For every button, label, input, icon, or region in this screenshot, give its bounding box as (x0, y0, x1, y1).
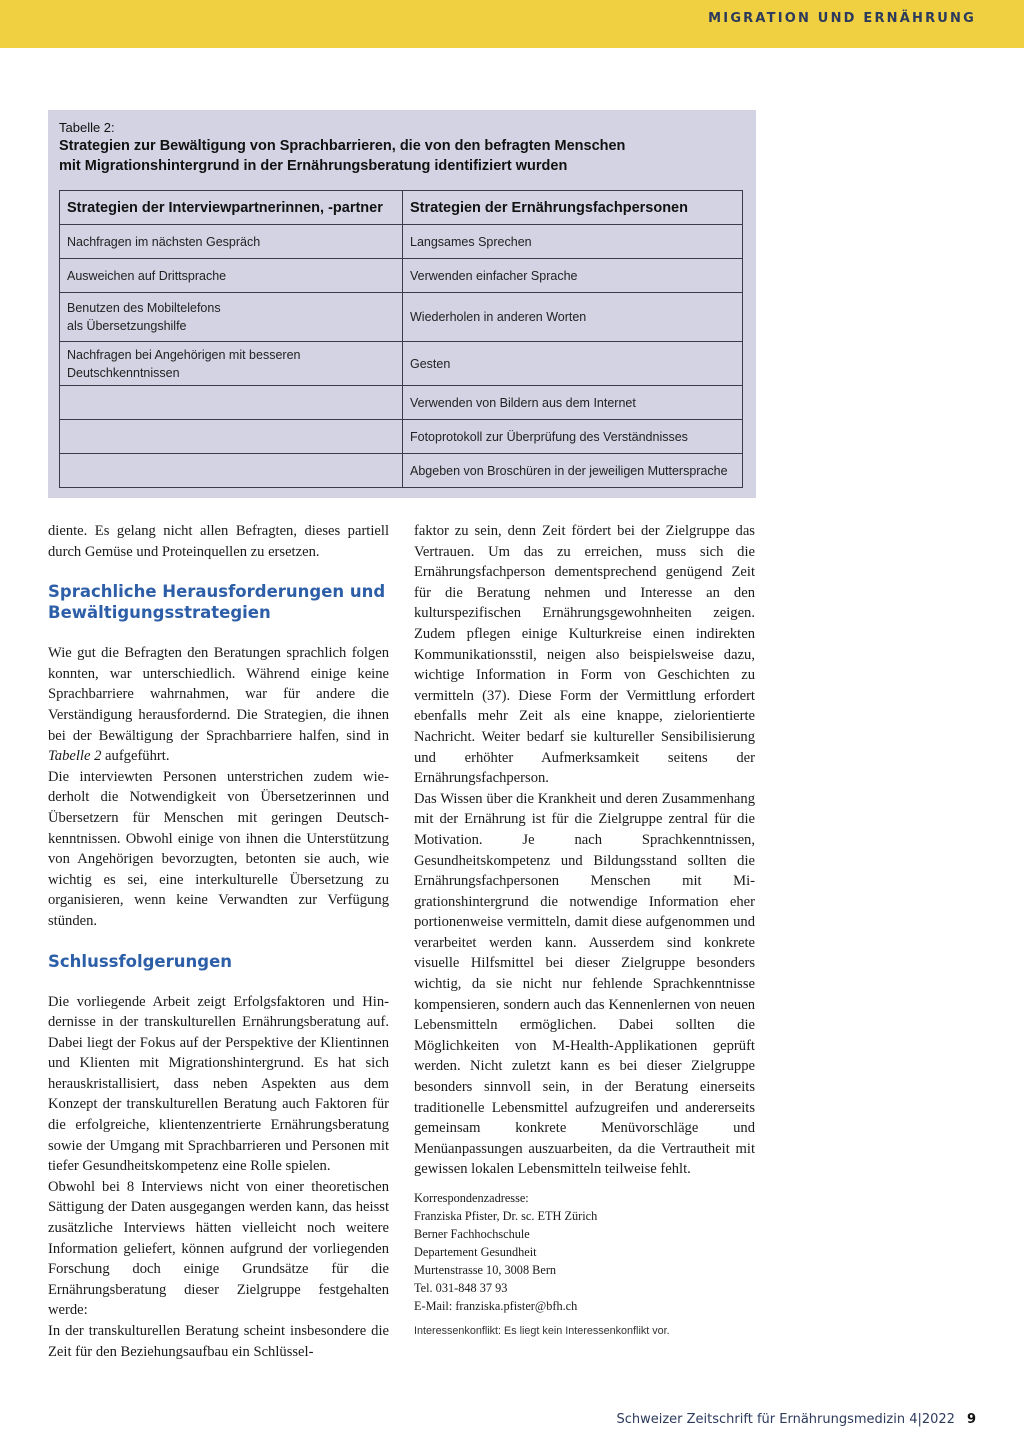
body-paragraph: faktor zu sein, denn Zeit fördert bei der Zielgruppe das Vertrauen. Um das zu erreichen, muss sich die Ernährungsfachperson dementsprechend genügend Zeit für die Beratung nehmen und Interesse an den kulturspezifischen Ernährungsgewohnheiten zeigen. Zudem pflegen einige Kulturkreise einen indirekten Kommunikationsstil, neigen also beispielsweise dazu, wichtige Information in Form von Geschichten zu vermitteln (37). Diese Form der Vermittlung erfordert ebenfalls mehr Zeit als eine knappe, zielorientierte Nachricht. Weiter bedarf sie kultureller Sensibilisierung und erhöhter Aufmerksamkeit seitens der Ernährungsfachperson. (414, 523, 755, 787)
table-cell-empty (60, 386, 403, 420)
body-paragraph: Wie gut die Befragten den Beratungen sprachlich folgen konnten, war unterschiedlich. Während einige keine Sprachbarriere wahrnahmen, war für andere die Verständigung herausfordernd. Die Strategien, die ihnen bei der Bewältigung der Sprachbarriere halfen, sind in Tabelle 2 aufgeführt. (48, 645, 389, 765)
table-row (60, 342, 743, 386)
contact-line: Tel. 031-848 37 93 (414, 1281, 508, 1295)
right-column (414, 521, 755, 1338)
table-row (60, 454, 743, 488)
table-row (60, 420, 743, 454)
table-header-row (60, 191, 743, 225)
table-cell-line: Nachfragen bei Angehörigen mit besseren (67, 347, 301, 362)
table-cell-line: Benutzen des Mobiltelefons (67, 301, 221, 315)
body-paragraph: Die vorliegende Arbeit zeigt Erfolgsfaktoren und Hindernisse in der transkulturellen Ernährungsberatung auf. Dabei liegt der Fokus auf der Perspektive der Klientinnen und Klienten mit Migrationshintergrund. Es hat sich herauskristallisiert, dass neben Aspekten aus dem Konzept der transkulturellen Beratung auch Faktoren für die erfolgreiche, klientenzentrierte Ernährungsberatung sowie der Umgang mit Sprachbarrieren und Personen mit tiefer Gesundheitskompetenz eine Rolle spielen. (48, 993, 389, 1175)
section-heading-language: Sprachliche Herausforderungen und Bewältigungsstrategien (48, 582, 386, 623)
table-cell: Gesten (403, 342, 743, 386)
column-header-professionals: Strategien der Ernährungsfachpersonen (403, 191, 743, 225)
contact-line: Franziska Pfister, Dr. sc. ETH Zürich (414, 1209, 598, 1223)
strategies-table (59, 190, 743, 488)
table-row (60, 225, 743, 259)
table-cell-empty (60, 420, 403, 454)
correspondence-address (414, 1189, 755, 1315)
table-cell: Wiederholen in anderen Worten (403, 293, 743, 342)
table-title-line-1: Strategien zur Bewältigung von Sprachbarrieren, die von den befragten Menschen (59, 138, 626, 154)
table-reference: Tabelle 2 (48, 748, 102, 765)
page-number: 9 (966, 1412, 976, 1427)
section-title: MIGRATION UND ERNÄHRUNG (708, 11, 976, 26)
conflict-of-interest: Interessenkonflikt: Es liegt kein Interessenkonflikt vor. (414, 1325, 670, 1337)
table-cell: Ausweichen auf Drittsprache (60, 259, 403, 293)
body-paragraph: diente. Es gelang nicht allen Befragten, dieses partiell durch Gemüse und Proteinquellen zu ersetzen. (48, 523, 389, 560)
table-row (60, 259, 743, 293)
table-cell-empty (60, 454, 403, 488)
contact-email: E-Mail: franziska.pfister@bfh.ch (414, 1299, 578, 1313)
journal-name: Schweizer Zeitschrift für Ernährungsmedizin 4|2022 (616, 1412, 955, 1427)
table-cell (60, 293, 403, 342)
section-header-band (0, 0, 1024, 48)
table-cell: Verwenden von Bildern aus dem Internet (403, 386, 743, 420)
table-cell: Abgeben von Broschüren in der jeweiligen Muttersprache (403, 454, 743, 488)
table-title-line-2: mit Migrationshintergrund in der Ernährungsberatung identifiziert wurden (59, 158, 568, 174)
section-heading-conclusions: Schlussfolgerungen (48, 951, 233, 971)
body-paragraph: Obwohl bei 8 Interviews nicht von einer theoretischen Sättigung der Daten ausgegangen werden kann, das heisst zusätzliche Interviews hätten vielleicht noch weitere Information geliefert, können aufgrund der vorliegenden Forschung doch einige Grundsätze für die Ernährungsberatung dieser Zielgruppe festgehalten werde: (48, 1178, 389, 1319)
body-paragraph: Die interviewten Personen unterstrichen zudem wiederholt die Notwendigkeit von Übersetzerinnen und Übersetzern für Menschen mit geringen Deutschkenntnissen. Obwohl einige von ihnen die Unterstützung von Angehörigen bevorzugten, betonten sie auch, wie wichtig es sei, eine interkulturelle Übersetzung zu organisieren, wenn keine Verwandten zur Verfügung stünden. (48, 768, 389, 929)
contact-line: Berner Fachhochschule (414, 1227, 530, 1241)
page-footer (616, 1412, 976, 1427)
table-caption (59, 119, 749, 176)
contact-line: Departement Gesundheit (414, 1245, 537, 1259)
table-row (60, 386, 743, 420)
contact-line: Korrespondenzadresse: (414, 1191, 529, 1205)
table-cell-line: Deutschkenntnissen (67, 365, 180, 380)
body-paragraph: In der transkulturellen Beratung scheint insbesondere die Zeit für den Beziehungsaufbau ein Schlüssel- (48, 1323, 389, 1360)
table-cell: Fotoprotokoll zur Überprüfung des Verständnisses (403, 420, 743, 454)
contact-line: Murtenstrasse 10, 3008 Bern (414, 1263, 557, 1277)
left-column (48, 521, 389, 1362)
table-row (60, 293, 743, 342)
body-paragraph: Das Wissen über die Krankheit und deren Zusammenhang mit der Ernährung ist für die Zielgruppe zentral für die Motivation. Je nach Sprachkenntnissen, Gesundheitskompetenz und Bildungsstand sollten die Ernährungsfachpersonen Menschen mit Migrationshintergrund die notwendige Information eher portionenweise vermitteln, damit diese aufgenommen und verarbeitet werden kann. Ausserdem sind konkrete visuelle Hilfsmittel bei dieser Zielgruppe besonders wichtig, da sie nicht nur fehlende Sprachkenntnisse kompensieren, sondern auch das Kennenlernen von neuen Lebensmitteln ermöglichen. Dabei sollten die Möglichkeiten von M-Health-Applikationen geprüft werden. Nicht zuletzt kann es bei dieser Zielgruppe besonders sinnvoll sein, in der Beratung einerseits traditionelle Lebensmittel aufzugreifen und andererseits gemeinsam konkrete Menüvorschläge und Menüanpassungen auszuarbeiten, da die Vertrautheit mit gewissen lokalen Lebensmitteln teilweise fehlt. (414, 790, 755, 1178)
column-header-interviewees: Strategien der Interviewpartnerinnen, -partner (60, 191, 403, 225)
table-cell: Nachfragen im nächsten Gespräch (60, 225, 403, 259)
table-cell: Langsames Sprechen (403, 225, 743, 259)
table-label: Tabelle 2: (59, 120, 115, 135)
table-cell-line: als Übersetzungshilfe (67, 319, 187, 333)
table-cell: Verwenden einfacher Sprache (403, 259, 743, 293)
table-2-box (48, 110, 756, 498)
table-cell (60, 342, 403, 386)
